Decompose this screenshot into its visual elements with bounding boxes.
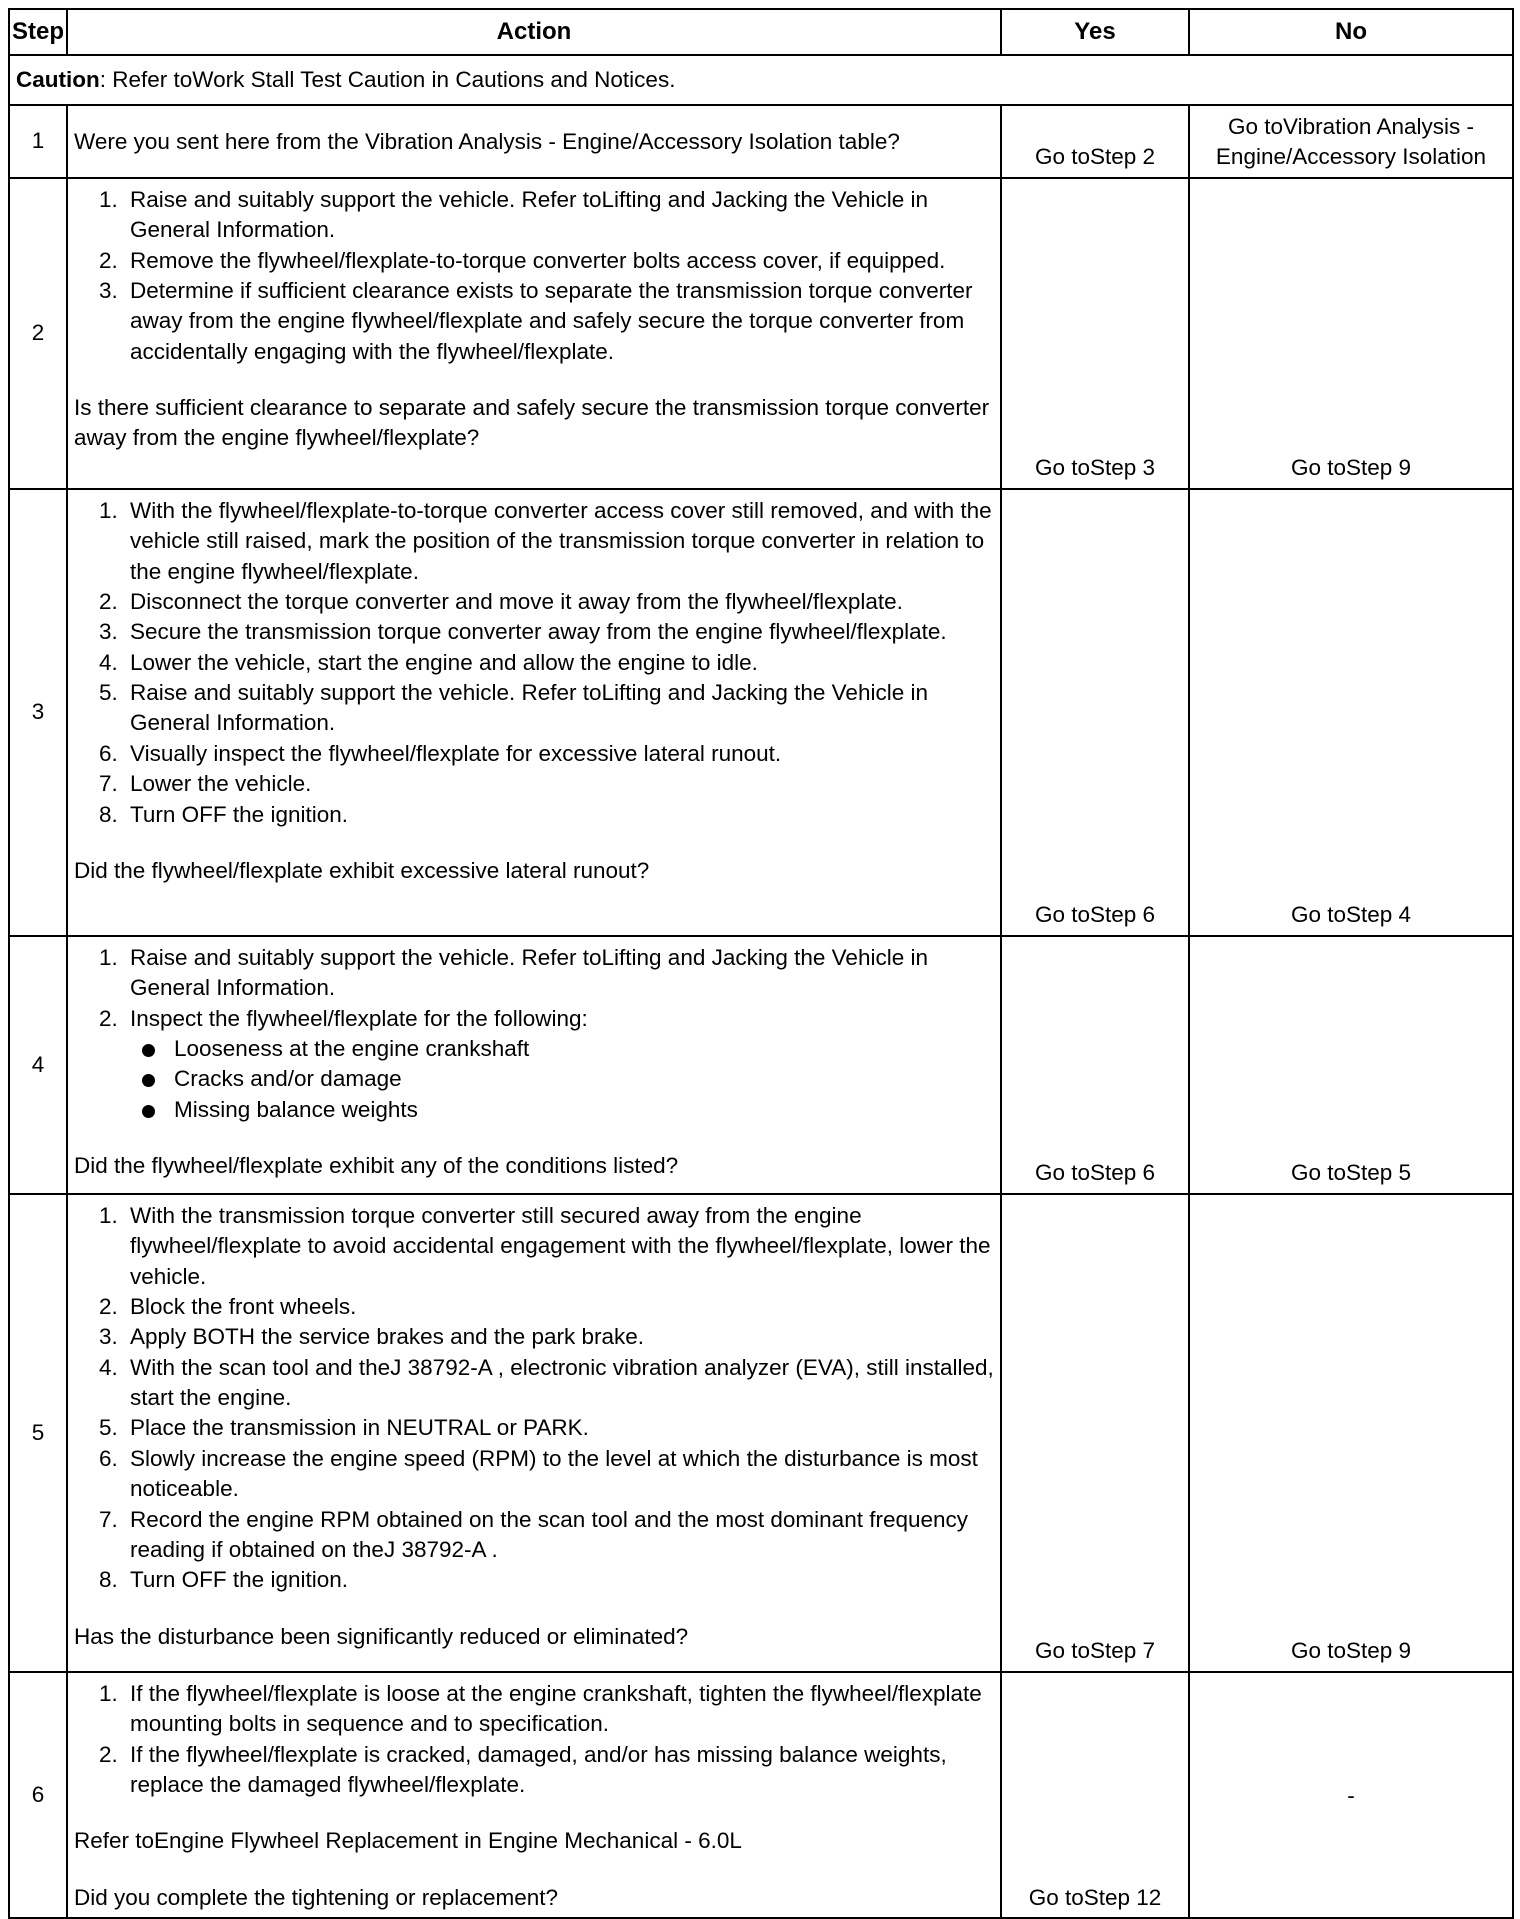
list-item: 7. Lower the vehicle. bbox=[124, 769, 994, 799]
list-item: 4. Lower the vehicle, start the engine and allow the engine to idle. bbox=[124, 648, 994, 678]
no-cell: Go toVibration Analysis - Engine/Accessory Isolation bbox=[1189, 105, 1513, 178]
header-step: Step bbox=[9, 9, 67, 55]
bullet-item: Cracks and/or damage bbox=[172, 1064, 994, 1094]
list-item: 4. With the scan tool and theJ 38792-A , electronic vibration analyzer (EVA), still installed, start the engine. bbox=[124, 1353, 994, 1414]
action-cell bbox=[67, 105, 1001, 178]
list-item: 8. Turn OFF the ignition. bbox=[124, 1565, 994, 1595]
list-item: 2. If the flywheel/flexplate is cracked, damaged, and/or has missing balance weights, replace the damaged flywheel/flexplate. bbox=[124, 1740, 994, 1801]
yes-cell: Go toStep 12 bbox=[1001, 1672, 1189, 1918]
table-header-row bbox=[9, 9, 1513, 55]
step-list bbox=[74, 185, 994, 367]
caution-cell bbox=[9, 55, 1513, 105]
step-number: 3 bbox=[9, 489, 67, 936]
step-number: 6 bbox=[9, 1672, 67, 1918]
question-text: Did the flywheel/flexplate exhibit any of the conditions listed? bbox=[74, 1153, 679, 1178]
list-item: 1. With the transmission torque converter still secured away from the engine flywheel/flexplate to avoid accidental engagement with the flywheel/flexplate, lower the vehicle. bbox=[124, 1201, 994, 1292]
list-item: 2. Remove the flywheel/flexplate-to-torque converter bolts access cover, if equipped. bbox=[124, 246, 994, 276]
no-cell: Go toStep 9 bbox=[1189, 178, 1513, 489]
list-item: 6. Slowly increase the engine speed (RPM) to the level at which the disturbance is most noticeable. bbox=[124, 1444, 994, 1505]
action-cell bbox=[67, 1194, 1001, 1672]
caution-row bbox=[9, 55, 1513, 105]
list-item: 2. Disconnect the torque converter and move it away from the flywheel/flexplate. bbox=[124, 587, 994, 617]
list-item: 5. Raise and suitably support the vehicle. Refer toLifting and Jacking the Vehicle in General Information. bbox=[124, 678, 994, 739]
no-cell: Go toStep 9 bbox=[1189, 1194, 1513, 1672]
step-list bbox=[74, 1201, 994, 1596]
list-item: 3. Apply BOTH the service brakes and the park brake. bbox=[124, 1322, 994, 1352]
header-yes: Yes bbox=[1001, 9, 1189, 55]
table-row bbox=[9, 1672, 1513, 1918]
yes-cell: Go toStep 6 bbox=[1001, 489, 1189, 936]
table-row bbox=[9, 105, 1513, 178]
yes-cell: Go toStep 7 bbox=[1001, 1194, 1189, 1672]
refer-text: Refer toEngine Flywheel Replacement in Engine Mechanical - 6.0L bbox=[74, 1828, 742, 1854]
list-item: 2. Block the front wheels. bbox=[124, 1292, 994, 1322]
yes-cell: Go toStep 6 bbox=[1001, 936, 1189, 1194]
list-item: 1. Raise and suitably support the vehicle. Refer toLifting and Jacking the Vehicle in General Information. bbox=[124, 943, 994, 1004]
header-no: No bbox=[1189, 9, 1513, 55]
list-item: 8. Turn OFF the ignition. bbox=[124, 800, 994, 830]
step-number: 5 bbox=[9, 1194, 67, 1672]
list-item-text: Inspect the flywheel/flexplate for the following: bbox=[130, 1005, 588, 1031]
caution-text: : Refer toWork Stall Test Caution in Cautions and Notices. bbox=[99, 66, 676, 92]
step-number: 1 bbox=[9, 105, 67, 178]
list-item: 1. Raise and suitably support the vehicle. Refer toLifting and Jacking the Vehicle in General Information. bbox=[124, 185, 994, 246]
list-item: 7. Record the engine RPM obtained on the scan tool and the most dominant frequency reading if obtained on theJ 38792-A . bbox=[124, 1505, 994, 1566]
bullet-item: Looseness at the engine crankshaft bbox=[172, 1034, 994, 1064]
list-item: 1. With the flywheel/flexplate-to-torque converter access cover still removed, and with the vehicle still raised, mark the position of the transmission torque converter in relation to the engine flywheel/flexplate. bbox=[124, 496, 994, 587]
list-item bbox=[124, 1004, 994, 1126]
question-text: Did the flywheel/flexplate exhibit excessive lateral runout? bbox=[74, 857, 650, 883]
question-text: Has the disturbance been significantly reduced or eliminated? bbox=[74, 1623, 689, 1649]
action-cell bbox=[67, 489, 1001, 936]
bullet-item: Missing balance weights bbox=[172, 1095, 994, 1125]
step-number: 4 bbox=[9, 936, 67, 1194]
no-cell: Go toStep 5 bbox=[1189, 936, 1513, 1194]
action-cell bbox=[67, 178, 1001, 489]
no-cell: - bbox=[1189, 1672, 1513, 1918]
list-item: 1. If the flywheel/flexplate is loose at the engine crankshaft, tighten the flywheel/flexplate mounting bolts in sequence and to specification. bbox=[124, 1679, 994, 1740]
step-list bbox=[74, 496, 994, 830]
bullet-list bbox=[130, 1034, 994, 1125]
list-item: 3. Secure the transmission torque converter away from the engine flywheel/flexplate. bbox=[124, 617, 994, 647]
caution-label: Caution bbox=[16, 66, 100, 92]
list-item: 5. Place the transmission in NEUTRAL or PARK. bbox=[124, 1413, 994, 1443]
list-item: 3. Determine if sufficient clearance exists to separate the transmission torque converter away from the engine flywheel/flexplate and safely secure the torque converter from accidentally engaging with the flywheel/flexplate. bbox=[124, 276, 994, 367]
action-text: Were you sent here from the Vibration Analysis - Engine/Accessory Isolation table? bbox=[74, 129, 900, 155]
step-number: 2 bbox=[9, 178, 67, 489]
table-row bbox=[9, 178, 1513, 489]
table-row bbox=[9, 489, 1513, 936]
yes-cell: Go toStep 2 bbox=[1001, 105, 1189, 178]
table-row bbox=[9, 1194, 1513, 1672]
list-item: 6. Visually inspect the flywheel/flexplate for excessive lateral runout. bbox=[124, 739, 994, 769]
action-cell bbox=[67, 936, 1001, 1194]
yes-cell: Go toStep 3 bbox=[1001, 178, 1189, 489]
no-cell: Go toStep 4 bbox=[1189, 489, 1513, 936]
diagnostic-table-container bbox=[8, 8, 1512, 1919]
question-text: Is there sufficient clearance to separate and safely secure the transmission torque converter away from the engine flywheel/flexplate? bbox=[74, 395, 990, 451]
step-list bbox=[74, 943, 994, 1125]
step-list bbox=[74, 1679, 994, 1801]
table-row bbox=[9, 936, 1513, 1194]
question-text: Did you complete the tightening or replacement? bbox=[74, 1884, 559, 1910]
action-cell bbox=[67, 1672, 1001, 1918]
diagnostic-table bbox=[8, 8, 1514, 1919]
header-action: Action bbox=[67, 9, 1001, 55]
